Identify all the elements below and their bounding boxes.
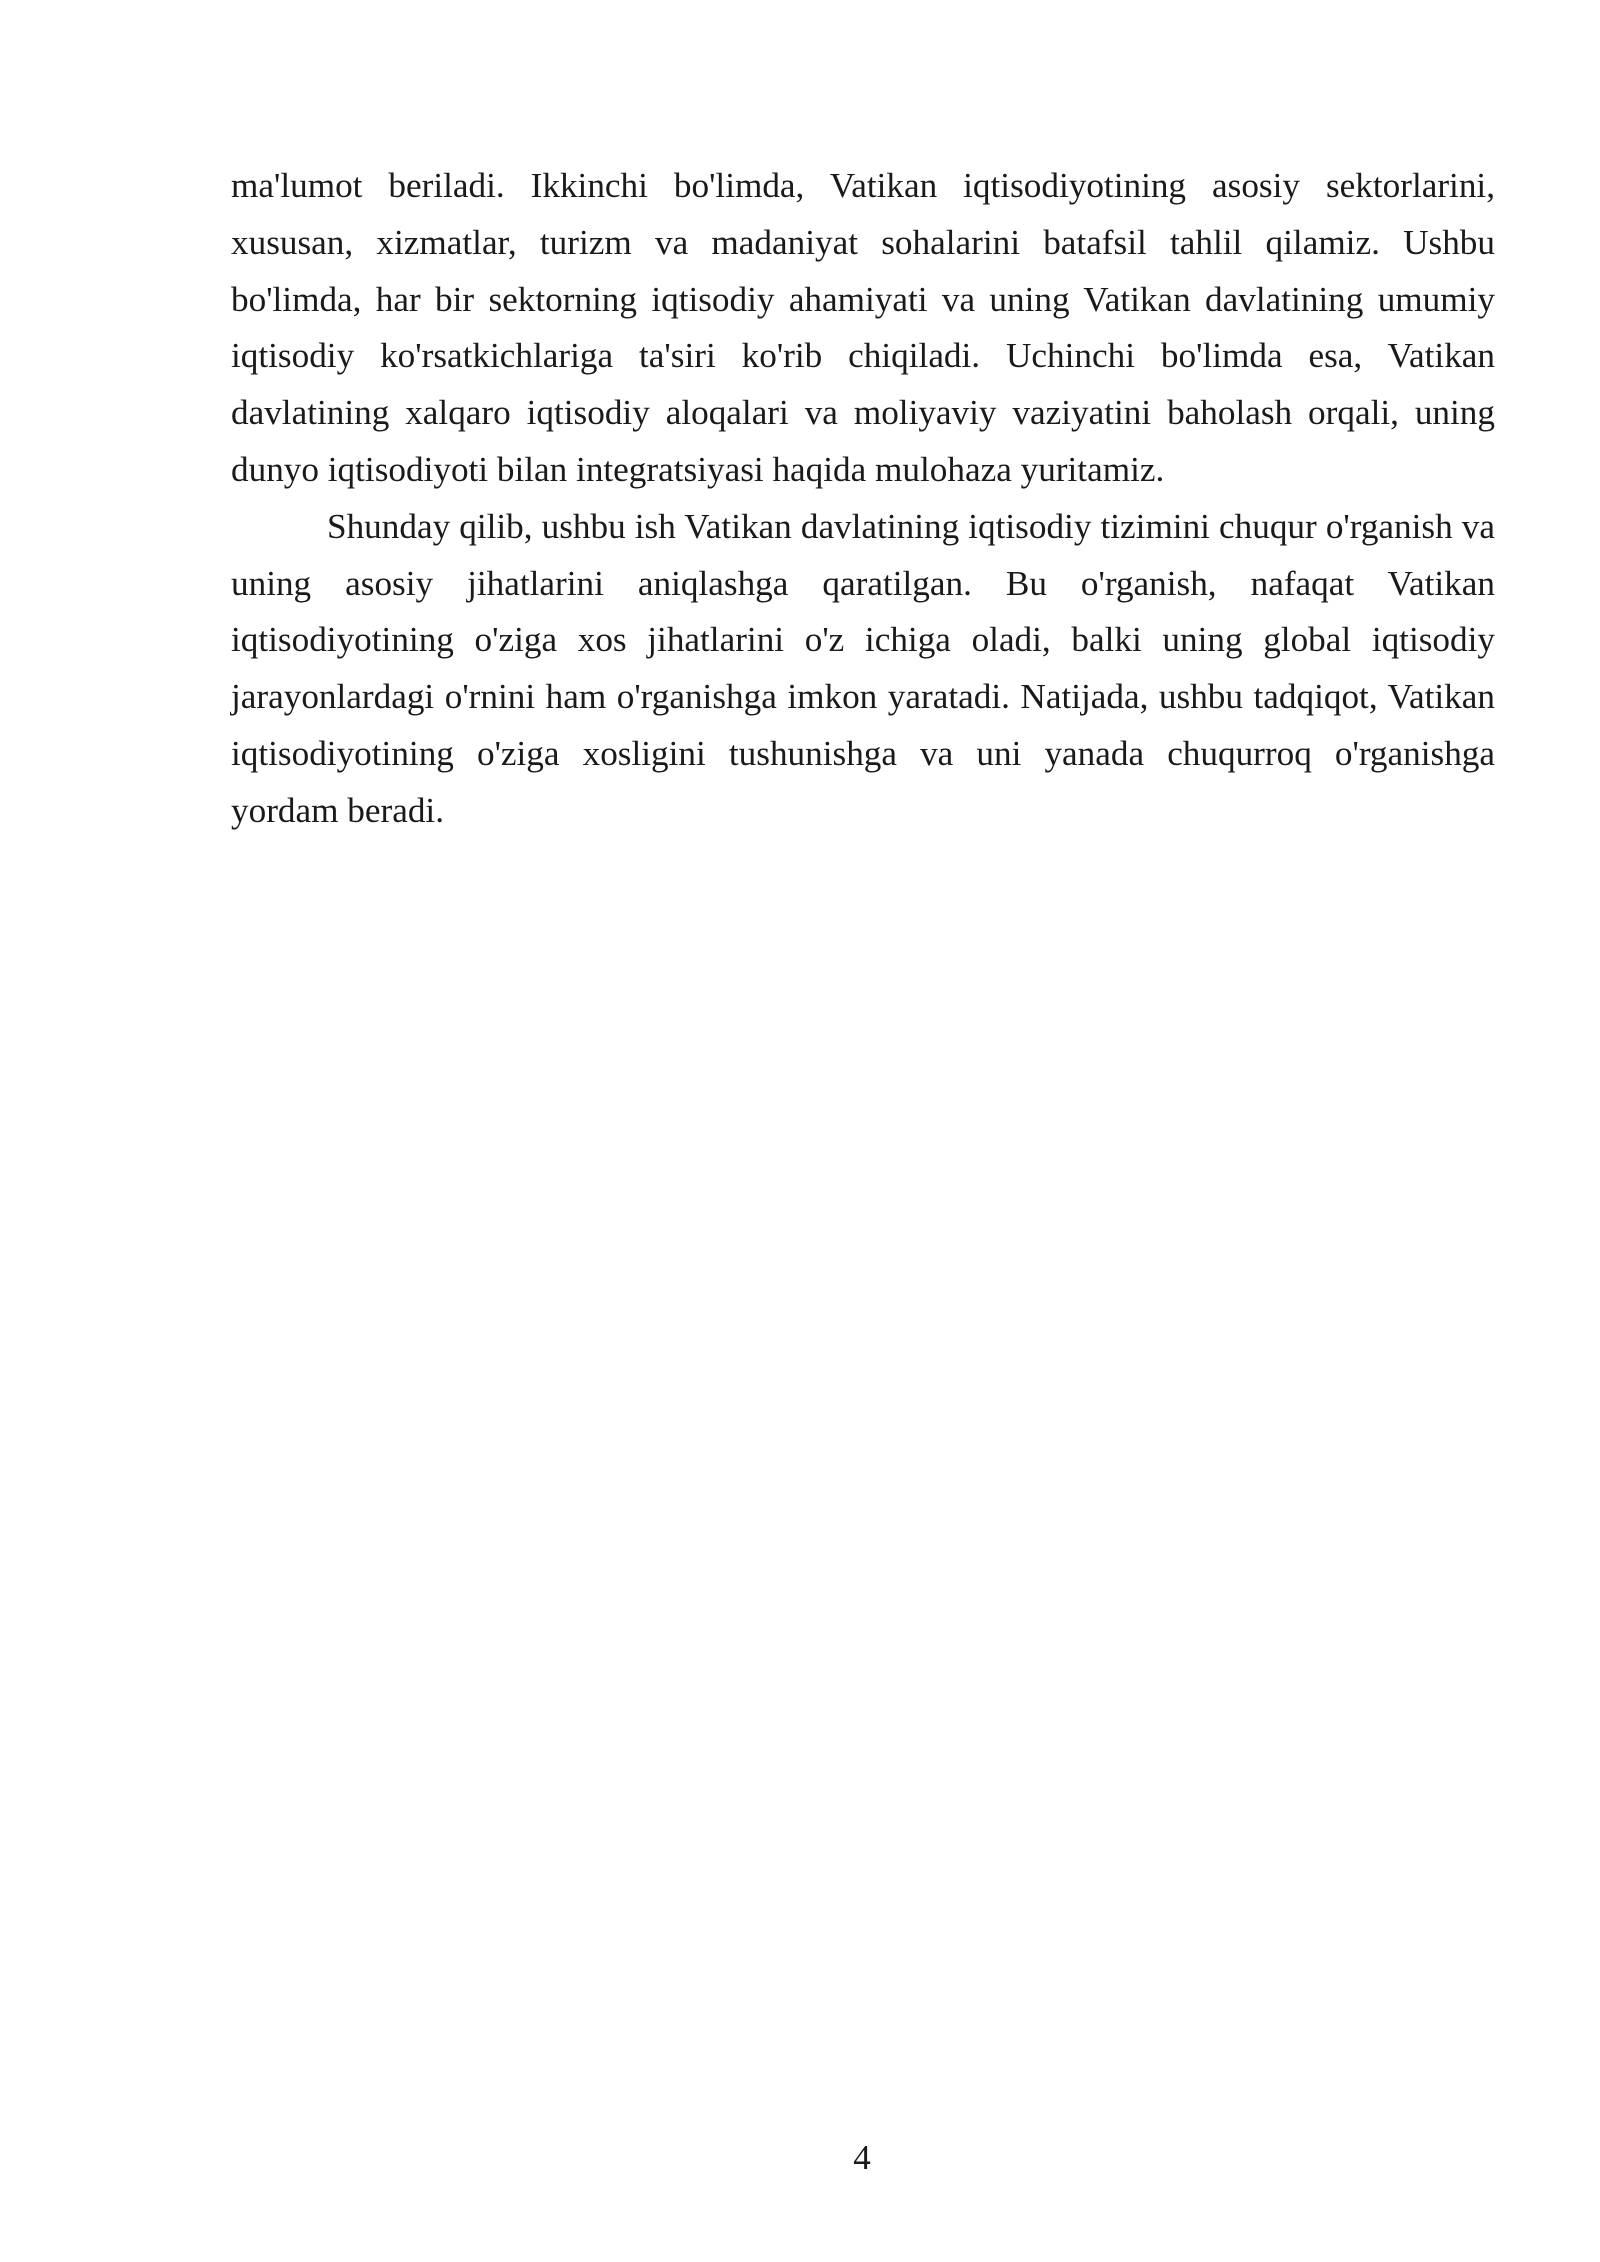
paragraph-1: ma'lumot beriladi. Ikkinchi bo'limda, Vatikan iqtisodiyotining asosiy sektorlarini, xususan, xizmatlar, turizm va madaniyat sohalarini batafsil tahlil qilamiz. Ushbu bo'limda, har bir sektorning iqtisodiy ahamiyati va uning Vatikan davlatining umumiy iqtisodiy ko'rsatkichlariga ta'siri ko'rib chiqiladi. Uchinchi bo'limda esa, Vatikan davlatining xalqaro iqtisodiy aloqalari va moliyaviy vaziyatini baholash orqali, uning dunyo iqtisodiyoti bilan integratsiyasi haqida mulohaza yuritamiz. [231, 166, 1495, 489]
paragraph-2: Shunday qilib, ushbu ish Vatikan davlatining iqtisodiy tizimini chuqur o'rganish va uning asosiy jihatlarini aniqlashga qaratilgan. Bu o'rganish, nafaqat Vatikan iqtisodiyotining o'ziga xos jihatlarini o'z ichiga oladi, balki uning global iqtisodiy jarayonlardagi o'rnini ham o'rganishga imkon yaratadi. Natijada, ushbu tadqiqot, Vatikan iqtisodiyotining o'ziga xosligini tushunishga va uni yanada chuqurroq o'rganishga yordam beradi. [231, 506, 1495, 830]
page-number: 4 [853, 2138, 871, 2177]
page-body [231, 158, 1495, 840]
